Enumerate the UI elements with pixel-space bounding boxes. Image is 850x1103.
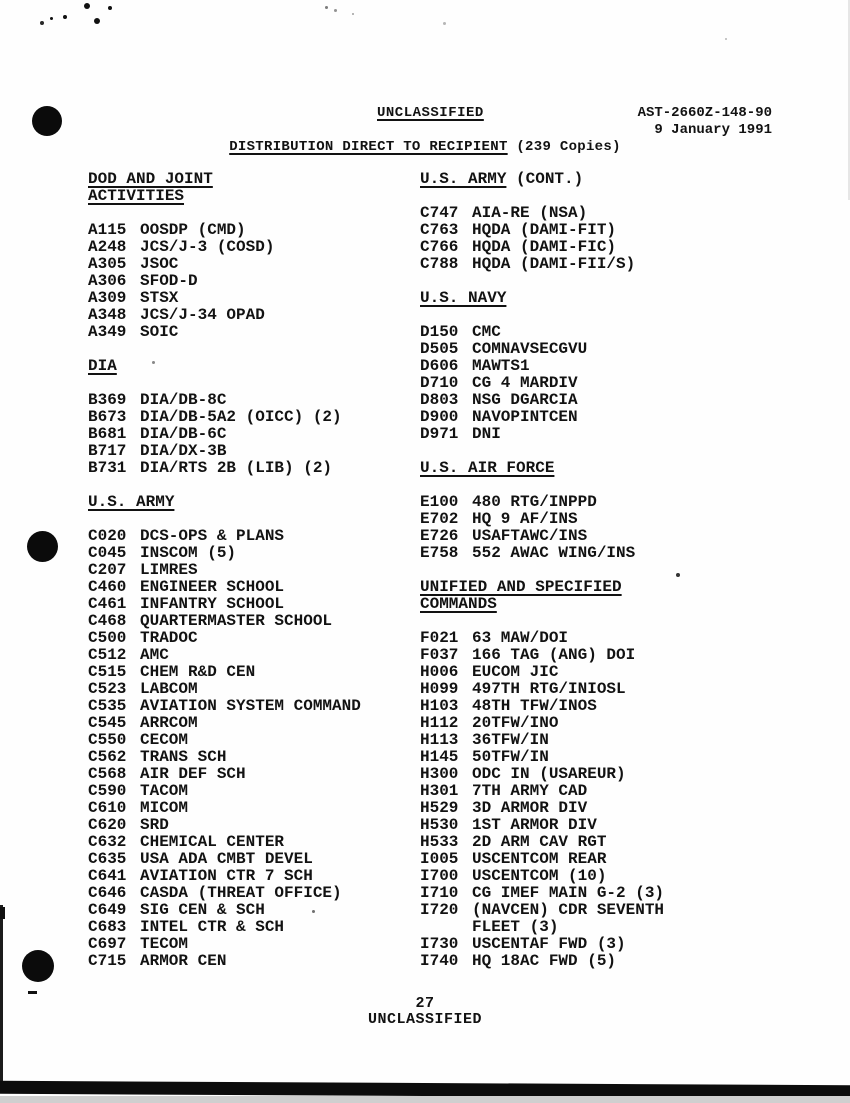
entry-desc: HQDA (DAMI-FIT)	[472, 221, 617, 239]
blank-line	[88, 375, 413, 392]
entry-desc: 7TH ARMY CAD	[472, 782, 588, 800]
entry-code: I720	[420, 901, 459, 919]
entry-desc: OOSDP (CMD)	[140, 221, 246, 239]
scan-speck	[94, 18, 100, 24]
entry-row	[420, 409, 780, 426]
entry-desc: DIA/DB-8C	[140, 391, 227, 409]
entry-desc: DIA/DB-6C	[140, 425, 227, 443]
entry-row	[88, 953, 413, 970]
entry-row	[88, 834, 413, 851]
entry-code: C545	[88, 714, 127, 732]
entry-desc: 480 RTG/INPPD	[472, 493, 597, 511]
section-heading	[420, 460, 780, 477]
entry-code: E702	[420, 510, 459, 528]
entry-row	[420, 358, 780, 375]
entry-code: C207	[88, 561, 127, 579]
entry-desc: DIA/DB-5A2 (OICC) (2)	[140, 408, 342, 426]
scan-speck	[40, 21, 44, 25]
entry-desc: USCENTAF FWD (3)	[472, 935, 626, 953]
blank-line	[420, 188, 780, 205]
entry-desc: 63 MAW/DOI	[472, 629, 569, 647]
entry-desc: SRD	[140, 816, 169, 834]
entry-row	[88, 783, 413, 800]
right-column	[420, 171, 780, 970]
entry-code: D505	[420, 340, 459, 358]
entry-row	[88, 613, 413, 630]
entry-row	[88, 715, 413, 732]
entry-row	[88, 409, 413, 426]
blank-line	[420, 562, 780, 579]
entry-row	[88, 426, 413, 443]
section-heading	[88, 171, 413, 188]
scan-speck	[334, 9, 337, 12]
section-heading-text: U.S. ARMY	[420, 170, 507, 188]
entry-row	[420, 851, 780, 868]
scan-edge-strip	[0, 1096, 850, 1103]
entry-row	[88, 307, 413, 324]
entry-code: C683	[88, 918, 127, 936]
entry-row	[88, 579, 413, 596]
entry-row	[88, 766, 413, 783]
entry-code: C766	[420, 238, 459, 256]
entry-code: H103	[420, 697, 459, 715]
entry-row	[420, 341, 780, 358]
blank-line	[88, 341, 413, 358]
entry-row	[420, 647, 780, 664]
entry-row	[420, 834, 780, 851]
entry-code: I740	[420, 952, 459, 970]
entry-code: D150	[420, 323, 459, 341]
entry-code: H530	[420, 816, 459, 834]
entry-code: A115	[88, 221, 127, 239]
entry-row	[420, 800, 780, 817]
entry-row	[88, 528, 413, 545]
entry-desc: HQDA (DAMI-FIC)	[472, 238, 617, 256]
entry-code: C620	[88, 816, 127, 834]
page-title-underlined: DISTRIBUTION DIRECT TO RECIPIENT	[229, 139, 508, 155]
entry-code: C020	[88, 527, 127, 545]
entry-row	[420, 205, 780, 222]
entry-desc: LABCOM	[140, 680, 198, 698]
entry-row	[420, 681, 780, 698]
entry-code: C568	[88, 765, 127, 783]
entry-desc: JCS/J-34 OPAD	[140, 306, 265, 324]
hole-punch-mark	[32, 106, 62, 136]
entry-code: C550	[88, 731, 127, 749]
entry-code: B681	[88, 425, 127, 443]
entry-row	[420, 885, 780, 902]
entry-row	[88, 460, 413, 477]
page-footer	[0, 996, 850, 1028]
entry-row	[420, 936, 780, 953]
entry-code: E726	[420, 527, 459, 545]
entry-desc: CG 4 MARDIV	[472, 374, 578, 392]
entry-row	[88, 851, 413, 868]
blank-line	[420, 477, 780, 494]
entry-code: C632	[88, 833, 127, 851]
page-title-suffix: (239 Copies)	[507, 139, 621, 155]
entry-code: I710	[420, 884, 459, 902]
entry-desc: LIMRES	[140, 561, 198, 579]
entry-code: D803	[420, 391, 459, 409]
scan-speck	[63, 15, 67, 19]
entry-row	[88, 324, 413, 341]
entry-desc: SFOD-D	[140, 272, 198, 290]
entry-code: I005	[420, 850, 459, 868]
entry-desc: ARMOR CEN	[140, 952, 227, 970]
entry-row	[420, 392, 780, 409]
entry-code: C715	[88, 952, 127, 970]
entry-row	[88, 562, 413, 579]
classification-footer: UNCLASSIFIED	[367, 1011, 483, 1028]
entry-row	[420, 783, 780, 800]
entry-code: H529	[420, 799, 459, 817]
entry-code: A309	[88, 289, 127, 307]
section-heading-text: DOD AND JOINT	[88, 170, 213, 188]
entry-code: B717	[88, 442, 127, 460]
entry-code: H006	[420, 663, 459, 681]
entry-row	[420, 239, 780, 256]
entry-row	[420, 953, 780, 970]
entry-desc: USCENTCOM (10)	[472, 867, 607, 885]
entry-code: C788	[420, 255, 459, 273]
entry-desc: AVIATION SYSTEM COMMAND	[140, 697, 361, 715]
entry-code: C562	[88, 748, 127, 766]
entry-desc: 1ST ARMOR DIV	[472, 816, 597, 834]
entry-row	[420, 749, 780, 766]
entry-code: A348	[88, 306, 127, 324]
entry-row	[88, 681, 413, 698]
entry-row	[420, 630, 780, 647]
entry-row	[420, 528, 780, 545]
entry-row	[88, 868, 413, 885]
entry-row	[88, 698, 413, 715]
entry-row	[88, 647, 413, 664]
entry-code: B673	[88, 408, 127, 426]
entry-code: D900	[420, 408, 459, 426]
entry-code: I700	[420, 867, 459, 885]
entry-code: C646	[88, 884, 127, 902]
entry-code: E758	[420, 544, 459, 562]
entry-row	[88, 545, 413, 562]
entry-desc: TRANS SCH	[140, 748, 227, 766]
entry-code: C468	[88, 612, 127, 630]
scan-speck	[84, 3, 90, 9]
entry-code: C045	[88, 544, 127, 562]
entry-row	[420, 664, 780, 681]
entry-desc: INFANTRY SCHOOL	[140, 595, 285, 613]
entry-row	[420, 868, 780, 885]
section-heading	[88, 188, 413, 205]
entry-desc: JCS/J-3 (COSD)	[140, 238, 275, 256]
entry-desc: 50TFW/IN	[472, 748, 549, 766]
entry-code: C697	[88, 935, 127, 953]
entry-row	[88, 902, 413, 919]
entry-desc: (NAVCEN) CDR SEVENTH	[472, 901, 665, 919]
scan-speck	[443, 22, 446, 25]
entry-code: H301	[420, 782, 459, 800]
blank-line	[88, 205, 413, 222]
scan-edge-artifact	[0, 907, 5, 919]
entry-desc: SOIC	[140, 323, 179, 341]
entry-desc: CMC	[472, 323, 501, 341]
entry-desc: AIR DEF SCH	[140, 765, 246, 783]
entry-row	[88, 222, 413, 239]
entry-code: H099	[420, 680, 459, 698]
entry-desc: USCENTCOM REAR	[472, 850, 607, 868]
entry-code: H113	[420, 731, 459, 749]
entry-code: A248	[88, 238, 127, 256]
entry-desc: 20TFW/INO	[472, 714, 559, 732]
entry-row	[420, 426, 780, 443]
entry-desc: SIG CEN & SCH	[140, 901, 265, 919]
entry-desc: DIA/DX-3B	[140, 442, 227, 460]
entry-code: H300	[420, 765, 459, 783]
entry-desc: HQDA (DAMI-FII/S)	[472, 255, 636, 273]
entry-row	[420, 732, 780, 749]
entry-row	[420, 511, 780, 528]
entry-row	[88, 800, 413, 817]
document-date: 9 January 1991	[654, 122, 772, 138]
entry-row	[420, 817, 780, 834]
entry-desc: 48TH TFW/INOS	[472, 697, 597, 715]
entry-code: F021	[420, 629, 459, 647]
blank-line	[420, 443, 780, 460]
entry-desc: TECOM	[140, 935, 189, 953]
entry-code: B369	[88, 391, 127, 409]
entry-row	[88, 885, 413, 902]
entry-code: C610	[88, 799, 127, 817]
entry-code: I730	[420, 935, 459, 953]
entry-row	[420, 766, 780, 783]
entry-desc: 3D ARMOR DIV	[472, 799, 588, 817]
entry-code: B731	[88, 459, 127, 477]
entry-code: C649	[88, 901, 127, 919]
classification-header: UNCLASSIFIED	[377, 105, 484, 121]
entry-desc: TACOM	[140, 782, 189, 800]
entry-desc: USAFTAWC/INS	[472, 527, 588, 545]
entry-desc: STSX	[140, 289, 179, 307]
entry-code: A349	[88, 323, 127, 341]
entry-code: E100	[420, 493, 459, 511]
entry-desc: HQ 9 AF/INS	[472, 510, 578, 528]
section-heading-text: DIA	[88, 357, 117, 375]
section-heading-suffix: (CONT.)	[506, 170, 584, 188]
entry-code: C515	[88, 663, 127, 681]
entry-code: C500	[88, 629, 127, 647]
entry-desc: 552 AWAC WING/INS	[472, 544, 636, 562]
entry-code: C535	[88, 697, 127, 715]
section-heading-text: ACTIVITIES	[88, 187, 185, 205]
entry-row	[88, 290, 413, 307]
entry-desc: NAVOPINTCEN	[472, 408, 578, 426]
hole-punch-mark	[27, 531, 58, 562]
entry-row	[88, 256, 413, 273]
entry-desc: 166 TAG (ANG) DOI	[472, 646, 636, 664]
entry-code: C523	[88, 680, 127, 698]
entry-desc: FLEET (3)	[472, 918, 559, 936]
entry-code: C747	[420, 204, 459, 222]
section-heading	[420, 596, 780, 613]
section-heading-text: U.S. ARMY	[88, 493, 175, 511]
entry-code: C461	[88, 595, 127, 613]
entry-row	[88, 749, 413, 766]
entry-desc: INSCOM (5)	[140, 544, 237, 562]
section-heading	[420, 171, 780, 188]
entry-desc: EUCOM JIC	[472, 663, 559, 681]
section-heading-text: U.S. AIR FORCE	[420, 459, 555, 477]
entry-code: C512	[88, 646, 127, 664]
entry-row	[420, 698, 780, 715]
section-heading	[88, 494, 413, 511]
section-heading	[88, 358, 413, 375]
entry-row	[420, 902, 780, 919]
entry-desc: ODC IN (USAREUR)	[472, 765, 626, 783]
entry-row	[88, 239, 413, 256]
entry-desc: TRADOC	[140, 629, 198, 647]
entry-row	[88, 817, 413, 834]
entry-row	[420, 324, 780, 341]
entry-desc: 2D ARM CAV RGT	[472, 833, 607, 851]
section-heading	[420, 579, 780, 596]
page-number: 27	[415, 995, 435, 1012]
page-title	[0, 139, 850, 155]
entry-row	[88, 732, 413, 749]
entry-row	[88, 443, 413, 460]
section-heading-text: UNIFIED AND SPECIFIED	[420, 578, 622, 596]
entry-code: C641	[88, 867, 127, 885]
entry-row	[88, 273, 413, 290]
entry-code: F037	[420, 646, 459, 664]
entry-desc: AVIATION CTR 7 SCH	[140, 867, 313, 885]
entry-code: D606	[420, 357, 459, 375]
blank-line	[88, 511, 413, 528]
entry-desc: AMC	[140, 646, 169, 664]
entry-row	[420, 545, 780, 562]
entry-code: C460	[88, 578, 127, 596]
entry-desc: CG IMEF MAIN G-2 (3)	[472, 884, 665, 902]
entry-desc: 497TH RTG/INIOSL	[472, 680, 626, 698]
entry-desc: INTEL CTR & SCH	[140, 918, 285, 936]
entry-row	[88, 919, 413, 936]
scan-speck	[50, 17, 53, 20]
entry-continuation	[420, 919, 780, 936]
entry-desc: CASDA (THREAT OFFICE)	[140, 884, 342, 902]
entry-code: C635	[88, 850, 127, 868]
entry-desc: CECOM	[140, 731, 189, 749]
entry-code: D971	[420, 425, 459, 443]
entry-row	[88, 936, 413, 953]
blank-line	[420, 613, 780, 630]
entry-desc: DNI	[472, 425, 501, 443]
entry-row	[420, 222, 780, 239]
entry-row	[88, 630, 413, 647]
entry-desc: MAWTS1	[472, 357, 530, 375]
entry-code: H145	[420, 748, 459, 766]
left-column	[88, 171, 413, 970]
entry-desc: JSOC	[140, 255, 179, 273]
entry-desc: CHEM R&D CEN	[140, 663, 256, 681]
entry-code: H112	[420, 714, 459, 732]
entry-row	[420, 256, 780, 273]
entry-row	[420, 494, 780, 511]
entry-desc: MICOM	[140, 799, 189, 817]
entry-code: H533	[420, 833, 459, 851]
blank-line	[420, 307, 780, 324]
document-id-block	[638, 105, 772, 139]
entry-desc: CHEMICAL CENTER	[140, 833, 285, 851]
entry-row	[420, 375, 780, 392]
scan-speck	[325, 6, 328, 9]
blank-line	[420, 273, 780, 290]
entry-desc: NSG DGARCIA	[472, 391, 578, 409]
entry-desc: 36TFW/IN	[472, 731, 549, 749]
section-heading-text: U.S. NAVY	[420, 289, 507, 307]
entry-row	[88, 664, 413, 681]
section-heading	[420, 290, 780, 307]
document-number: AST-2660Z-148-90	[637, 105, 772, 121]
entry-desc: HQ 18AC FWD (5)	[472, 952, 617, 970]
entry-row	[88, 392, 413, 409]
entry-desc: DCS-OPS & PLANS	[140, 527, 285, 545]
entry-desc: ENGINEER SCHOOL	[140, 578, 285, 596]
scan-speck	[352, 13, 354, 15]
section-heading-text: COMMANDS	[420, 595, 497, 613]
entry-desc: DIA/RTS 2B (LIB) (2)	[140, 459, 333, 477]
hole-punch-mark	[22, 950, 54, 982]
entry-code: C590	[88, 782, 127, 800]
entry-desc: QUARTERMASTER SCHOOL	[140, 612, 333, 630]
pen-mark	[28, 991, 37, 994]
entry-row	[88, 596, 413, 613]
entry-code: A306	[88, 272, 127, 290]
entry-row	[420, 715, 780, 732]
blank-line	[88, 477, 413, 494]
scan-speck	[108, 6, 112, 10]
entry-desc: AIA-RE (NSA)	[472, 204, 588, 222]
entry-code: C763	[420, 221, 459, 239]
scan-edge-artifact	[0, 905, 3, 1085]
entry-code: A305	[88, 255, 127, 273]
entry-desc: USA ADA CMBT DEVEL	[140, 850, 313, 868]
entry-desc: COMNAVSECGVU	[472, 340, 588, 358]
scan-speck	[725, 38, 727, 40]
entry-desc: ARRCOM	[140, 714, 198, 732]
entry-code: D710	[420, 374, 459, 392]
